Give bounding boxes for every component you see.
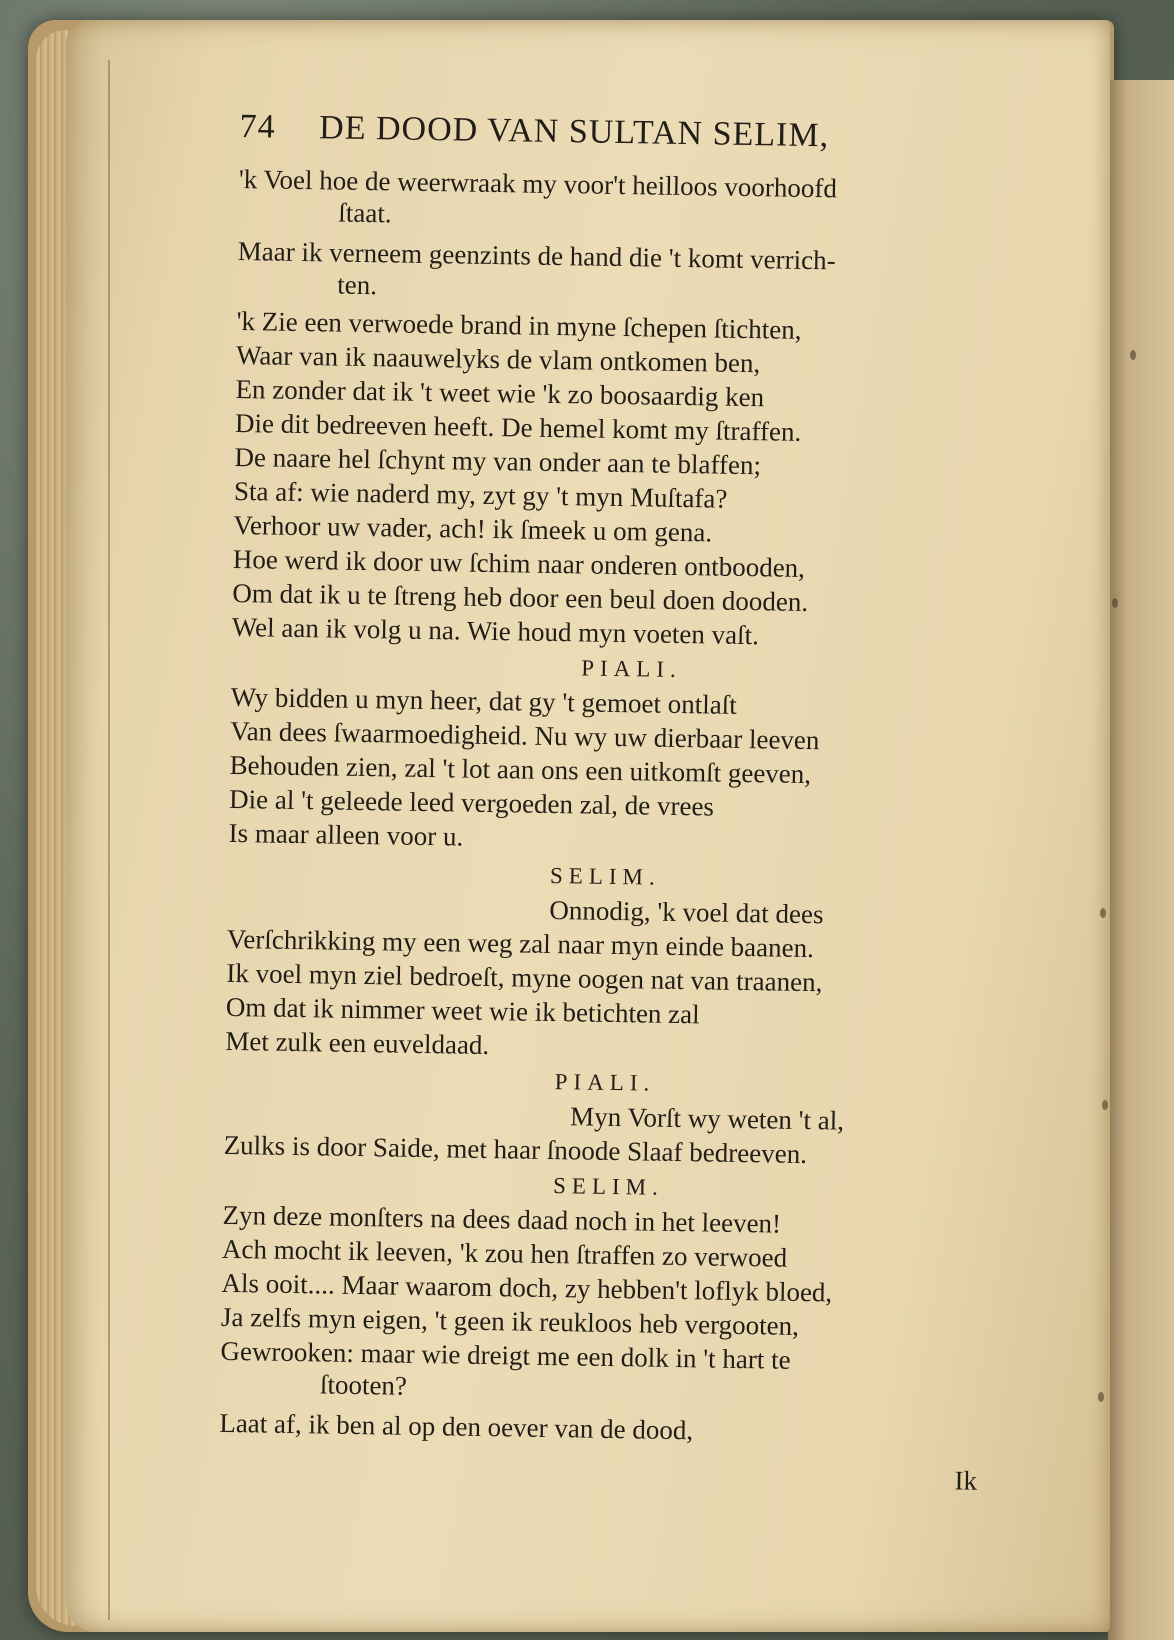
verse-line: 'k Voel hoe de weerwraak my voor't heilloos voorhoofd	[238, 163, 838, 204]
verse-line: ſtaat.	[338, 197, 392, 229]
verse-line: Behouden zien, zal 't lot aan ons een uitkomſt geeven,	[229, 749, 812, 790]
verse-line: Waar van ik naauwelyks de vlam ontkomen ben,	[235, 339, 761, 379]
running-title: DE DOOD VAN SULTAN SELIM,	[318, 109, 830, 155]
verse-line: ſtooten?	[319, 1369, 408, 1401]
verse-line: Met zulk een euveldaad.	[225, 1025, 490, 1061]
verse-line: Wel aan ik volg u na. Wie houd myn voeten vaſt.	[231, 611, 760, 651]
speaker-name: SELIM.	[549, 862, 661, 890]
verse-line: 'k Zie een verwoede brand in myne ſchepen ſtichten,	[236, 305, 802, 345]
verse-line: Zyn deze monſters na dees daad noch in het leeven!	[222, 1199, 782, 1239]
speaker-name: PIALI.	[581, 655, 682, 683]
verse-line: Myn Vorſt wy weten 't al,	[569, 1101, 845, 1136]
verse-line: De naare hel ſchynt my van onder aan te blaffen;	[234, 441, 762, 481]
verse-line: Wy bidden u myn heer, dat gy 't gemoet ontlaſt	[230, 681, 737, 720]
verse-line: Als ooit.... Maar waarom doch, zy hebben't loflyk bloed,	[221, 1267, 833, 1308]
verse-line: Om dat ik u te ſtreng heb door een beul doen dooden.	[232, 577, 809, 617]
catchword: Ik	[954, 1465, 978, 1496]
verse-line: Sta af: wie naderd my, zyt gy 't myn Muſtafa?	[233, 475, 728, 514]
verse-line: En zonder dat ik 't weet wie 'k zo boosaardig ken	[235, 373, 765, 413]
verse-line: Die dit bedreeven heeft. De hemel komt my ſtraffen.	[234, 407, 802, 447]
verse-line: Ja zelfs myn eigen, 't geen ik reukloos heb vergooten,	[220, 1301, 800, 1341]
verse-line: ten.	[337, 269, 378, 301]
verse-line: Zulks is door Saide, met haar ſnoode Slaaf bedreeven.	[223, 1129, 808, 1170]
facing-page-edge	[1108, 80, 1174, 1640]
page-number: 74	[239, 108, 276, 146]
binding-hole	[1100, 908, 1106, 918]
verse-line: Van dees ſwaarmoedigheid. Nu wy uw dierbaar leeven	[229, 715, 820, 756]
binding-hole	[1102, 1100, 1108, 1110]
verse-line: Die al 't geleede leed vergoeden zal, de vrees	[228, 783, 715, 822]
speaker-name: SELIM.	[552, 1173, 665, 1200]
verse-line: Gewrooken: maar wie dreigt me een dolk in 't hart te	[220, 1335, 791, 1375]
binding-hole	[1098, 1392, 1104, 1402]
verse-line: Ik voel myn ziel bedroeſt, myne oogen nat van traanen,	[226, 957, 823, 998]
verse-line: Is maar alleen voor u.	[228, 817, 464, 852]
verse-line: Laat af, ik ben al op den oever van de dood,	[219, 1407, 694, 1446]
verse-line: Ach mocht ik leeven, 'k zou hen ſtraffen zo verwoed	[221, 1233, 788, 1273]
binding-hole	[1130, 350, 1136, 360]
verse-line: Om dat ik nimmer weet wie ik betichten zal	[225, 991, 700, 1030]
verse-line: Onnodig, 'k voel dat dees	[549, 894, 824, 930]
page-fold-line	[108, 60, 110, 1620]
verse-line: Hoe werd ik door uw ſchim naar onderen ontbooden,	[232, 543, 806, 583]
verse-line: Verſchrikking my een weg zal naar myn einde baanen.	[226, 923, 815, 964]
speaker-name: PIALI.	[554, 1069, 656, 1096]
binding-hole	[1112, 598, 1118, 608]
verse-line: Maar ik verneem geenzints de hand die 't komt verrich-	[237, 235, 836, 276]
verse-line: Verhoor uw vader, ach! ik ſmeek u om gena.	[233, 509, 713, 548]
